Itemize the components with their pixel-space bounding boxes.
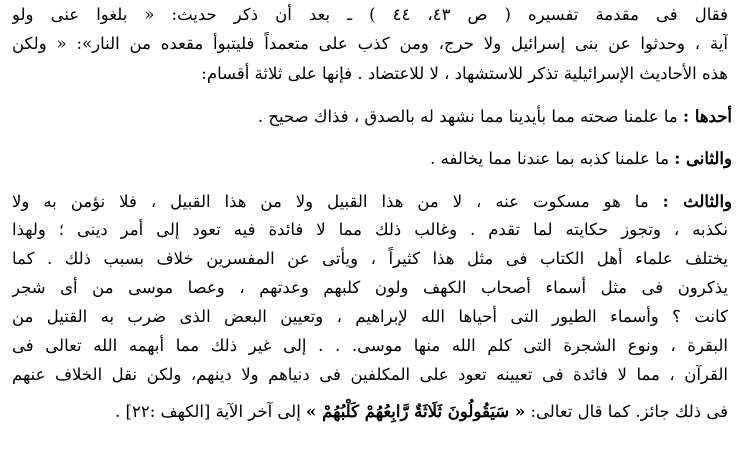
section-first-text: ما علمنا صحته مما بأيدينا مما نشهد له بالصدق ، فذاك صحيح . xyxy=(257,107,678,126)
quran-quote: « سَيَقُولُونَ ثَلَاثَةٌ رَّابِعُهُمْ كَلْبُهُمْ » xyxy=(306,402,526,421)
text-line-11: البقرة ، ونوع الشجرة التى كلم الله منها موسى. . . إلى غير ذلك مما أبهمه الله تعالى فى xyxy=(12,336,728,355)
text-line-12: القرآن ، مما لا فائدة فى تعيينه تعود على المكلفين فى دنياهم ولا دينهم، ولكن نقل الخلاف عنهم xyxy=(12,365,728,384)
text-line-2: آية ، وحدثوا عن بنى إسرائيل ولا حرج، ومن كذب على متعمداً فليتبوأ مقعده من النار»: « ولكن xyxy=(12,34,728,53)
section-second xyxy=(430,145,732,173)
text-line-13-end: إلى آخر الآية [الكهف :٢٢] . xyxy=(115,402,301,421)
section-third-text: ما هو مسكوت عنه ، لا من هذا القبيل ولا من هذا القبيل ، فلا نؤمن به ولا xyxy=(12,192,649,211)
text-line-7: نكذبه ، وتجوز حكايته لما تقدم . وغالب ذلك مما لا فائدة فيه تعود إلى أمر دينى ؛ ولهذا xyxy=(12,220,728,239)
text-line-9: يذكرون فى مثل أسماء أصحاب الكهف ولون كلبهم وعدتهم ، وعصا موسى من أى شجر xyxy=(12,278,728,297)
text-line-13-start: فى ذلك جائز. كما قال تعالى: xyxy=(530,402,728,421)
section-first xyxy=(258,103,732,131)
section-second-text: ما علمنا كذبه بما عندنا مما يخالفه . xyxy=(430,149,669,168)
term-first-label: أحدها : xyxy=(682,107,732,126)
term-second-label: والثانى : xyxy=(674,149,732,168)
text-line-8: يختلف علماء أهل الكتاب فى مثل هذا كثيراً ، ويأتى عن المفسرين خلاف بسبب ذلك . كما xyxy=(12,249,728,268)
text-line-1: فقال فى مقدمة تفسيره ( ص ٤٣، ٤٤ ) ـ بعد أن ذكر حديث: « بلغوا عنى ولو xyxy=(12,5,728,24)
term-third-label: والثالث : xyxy=(662,192,732,211)
text-line-3: هذه الأحاديث الإسرائيلية تذكر للاستشهاد ، لا للاعتضاد . فإنها على ثلاثة أقسام: xyxy=(201,64,728,83)
section-third xyxy=(12,188,732,216)
text-line-10: كانت ؟ وأسماء الطيور التى أحياها الله لإبراهيم ، وتعيين البعض الذى ضرب به القتيل من xyxy=(12,307,728,326)
text-line-13 xyxy=(12,398,728,426)
